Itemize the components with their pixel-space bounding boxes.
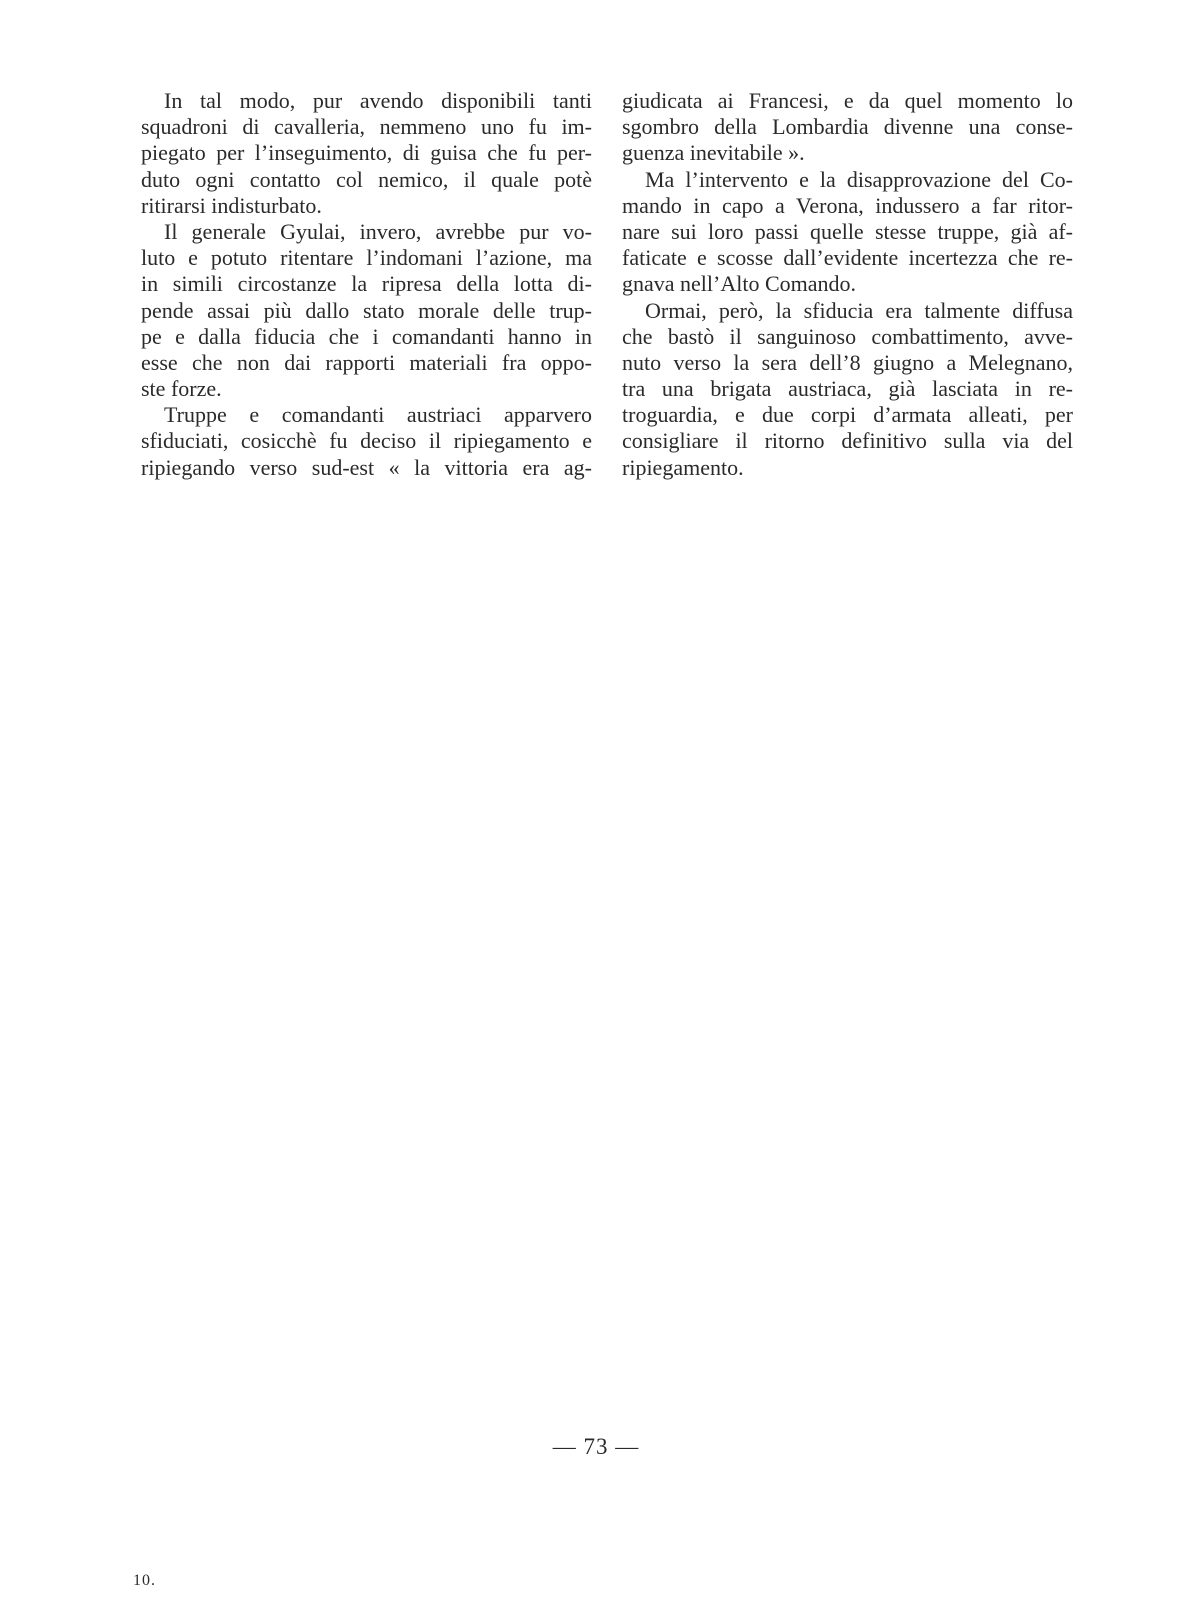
text-line: esse che non dai rapporti materiali fra oppo- (141, 349, 592, 375)
text-line: nare sui loro passi quelle stesse truppe, già af- (622, 218, 1073, 244)
text-line: ripiegando verso sud-est « la vittoria era ag- (141, 454, 592, 480)
text-line: pe e dalla fiducia che i comandanti hanno in (141, 323, 592, 349)
text-line: mando in capo a Verona, indussero a far ritor- (622, 192, 1073, 218)
text-line: Il generale Gyulai, invero, avrebbe pur vo- (164, 218, 592, 244)
text-line: giudicata ai Francesi, e da quel momento lo (622, 88, 1073, 113)
text-line: tra una brigata austriaca, già lasciata in re- (622, 376, 1073, 402)
text-line: piegato per l’inseguimento, di guisa che fu per- (141, 140, 592, 166)
text-line: Truppe e comandanti austriaci apparvero (164, 402, 592, 428)
text-column-right (622, 88, 1073, 481)
text-line: che bastò il sanguinoso combattimento, avve- (622, 323, 1073, 349)
text-line: troguardia, e due corpi d’armata alleati, per (622, 402, 1073, 428)
page-number: — 73 — (552, 1434, 640, 1459)
text-line: sfiduciati, cosicchè fu deciso il ripiegamento e (141, 428, 592, 454)
text-line: ripiegamento. (622, 454, 744, 480)
text-line: consigliare il ritorno definitivo sulla via del (622, 428, 1073, 454)
text-line: pende assai più dallo stato morale delle trup- (141, 297, 592, 323)
text-line: sgombro della Lombardia divenne una conse- (622, 114, 1073, 140)
text-line: ste forze. (141, 376, 222, 402)
text-line: duto ogni contatto col nemico, il quale potè (141, 166, 592, 192)
text-line: gnava nell’Alto Comando. (622, 271, 857, 297)
text-line: nuto verso la sera dell’8 giugno a Melegnano, (622, 349, 1073, 375)
text-line: luto e potuto ritentare l’indomani l’azione, ma (141, 245, 592, 271)
text-line: ritirarsi indisturbato. (141, 192, 322, 218)
text-line: guenza inevitabile ». (622, 140, 805, 166)
text-line: Ma l’intervento e la disapprovazione del Co- (645, 166, 1073, 192)
text-line: faticate e scosse dall’evidente incertezza che re- (622, 245, 1073, 271)
text-line: Ormai, però, la sfiducia era talmente diffusa (645, 297, 1073, 323)
signature-mark: 10. (133, 1572, 156, 1589)
text-column-left (141, 88, 592, 481)
text-line: in simili circostanze la ripresa della lotta di- (141, 271, 592, 297)
text-line: In tal modo, pur avendo disponibili tanti (164, 88, 592, 113)
text-line: squadroni di cavalleria, nemmeno uno fu im- (141, 114, 592, 140)
